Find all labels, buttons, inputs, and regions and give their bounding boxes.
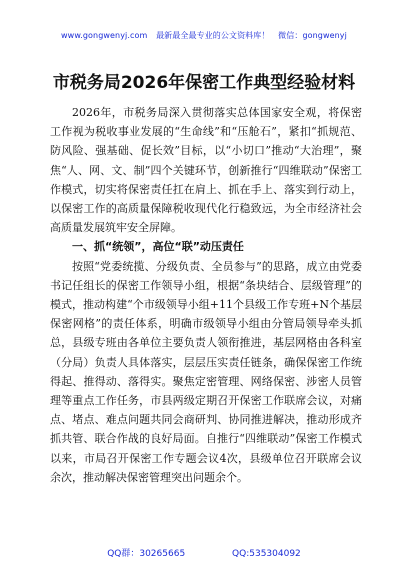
document-title: 市税务局2026年保密工作典型经验材料: [52, 73, 356, 93]
site-slogan: 最新最全最专业的公文资料库！: [156, 31, 270, 40]
site-header: [0, 30, 408, 41]
site-url[interactable]: www.gongwenyj.com: [61, 31, 148, 40]
document-body: [50, 103, 362, 487]
page-footer: [0, 546, 408, 559]
paragraph-intro: 2026年，市税务局深入贯彻落实总体国家安全观，将保密工作视为税收事业发展的“生命线”和“压舱石”，紧扣“抓规范、防风险、强基础、促长效”目标，以“小切口”推动“大治理”，聚焦“人、网、文、制”四个关键环节，创新推行“四维联动”保密工作模式，切实将保密责任扛在肩上、抓在手上、落实到行动上，以保密工作的高质量保障税收现代化行稳致远，为全市经济社会高质量发展筑牢安全屏障。: [50, 106, 362, 235]
qq-contact: QQ:535304092: [232, 549, 301, 559]
section-heading: 一、抓“统领”，高位“联”动压责任: [72, 240, 244, 254]
wechat-contact: 微信：gongwenyj: [278, 31, 347, 40]
qq-group: QQ群：30265665: [107, 549, 186, 559]
paragraph-section-1: 按照“党委统揽、分级负责、全员参与”的思路，成立由党委书记任组长的保密工作领导小组，根据“条块结合、层级管理”的模式，推动构建“个市级领导小组+11个县级工作专班+N个基层保密网格”的责任体系，明确市级领导小组由分管局领导牵头抓总，县级专班由各单位主要负责人领衔推进，基层网格由各科室（分局）负责人具体落实，层层压实责任链条，确保保密工作统得起、推得动、落得实。聚焦定密管理、网络保密、涉密人员管理等重点工作任务，市县两级定期召开保密工作联席会议，对痛点、堵点、难点问题共同会商研判、协同推进解决，推动形成齐抓共管、联合作战的良好局面。自推行“四维联动”保密工作模式以来，市局召开保密工作专题会议4次，县级单位召开联席会议余次，推动解决保密管理突出问题余个。: [50, 259, 362, 484]
